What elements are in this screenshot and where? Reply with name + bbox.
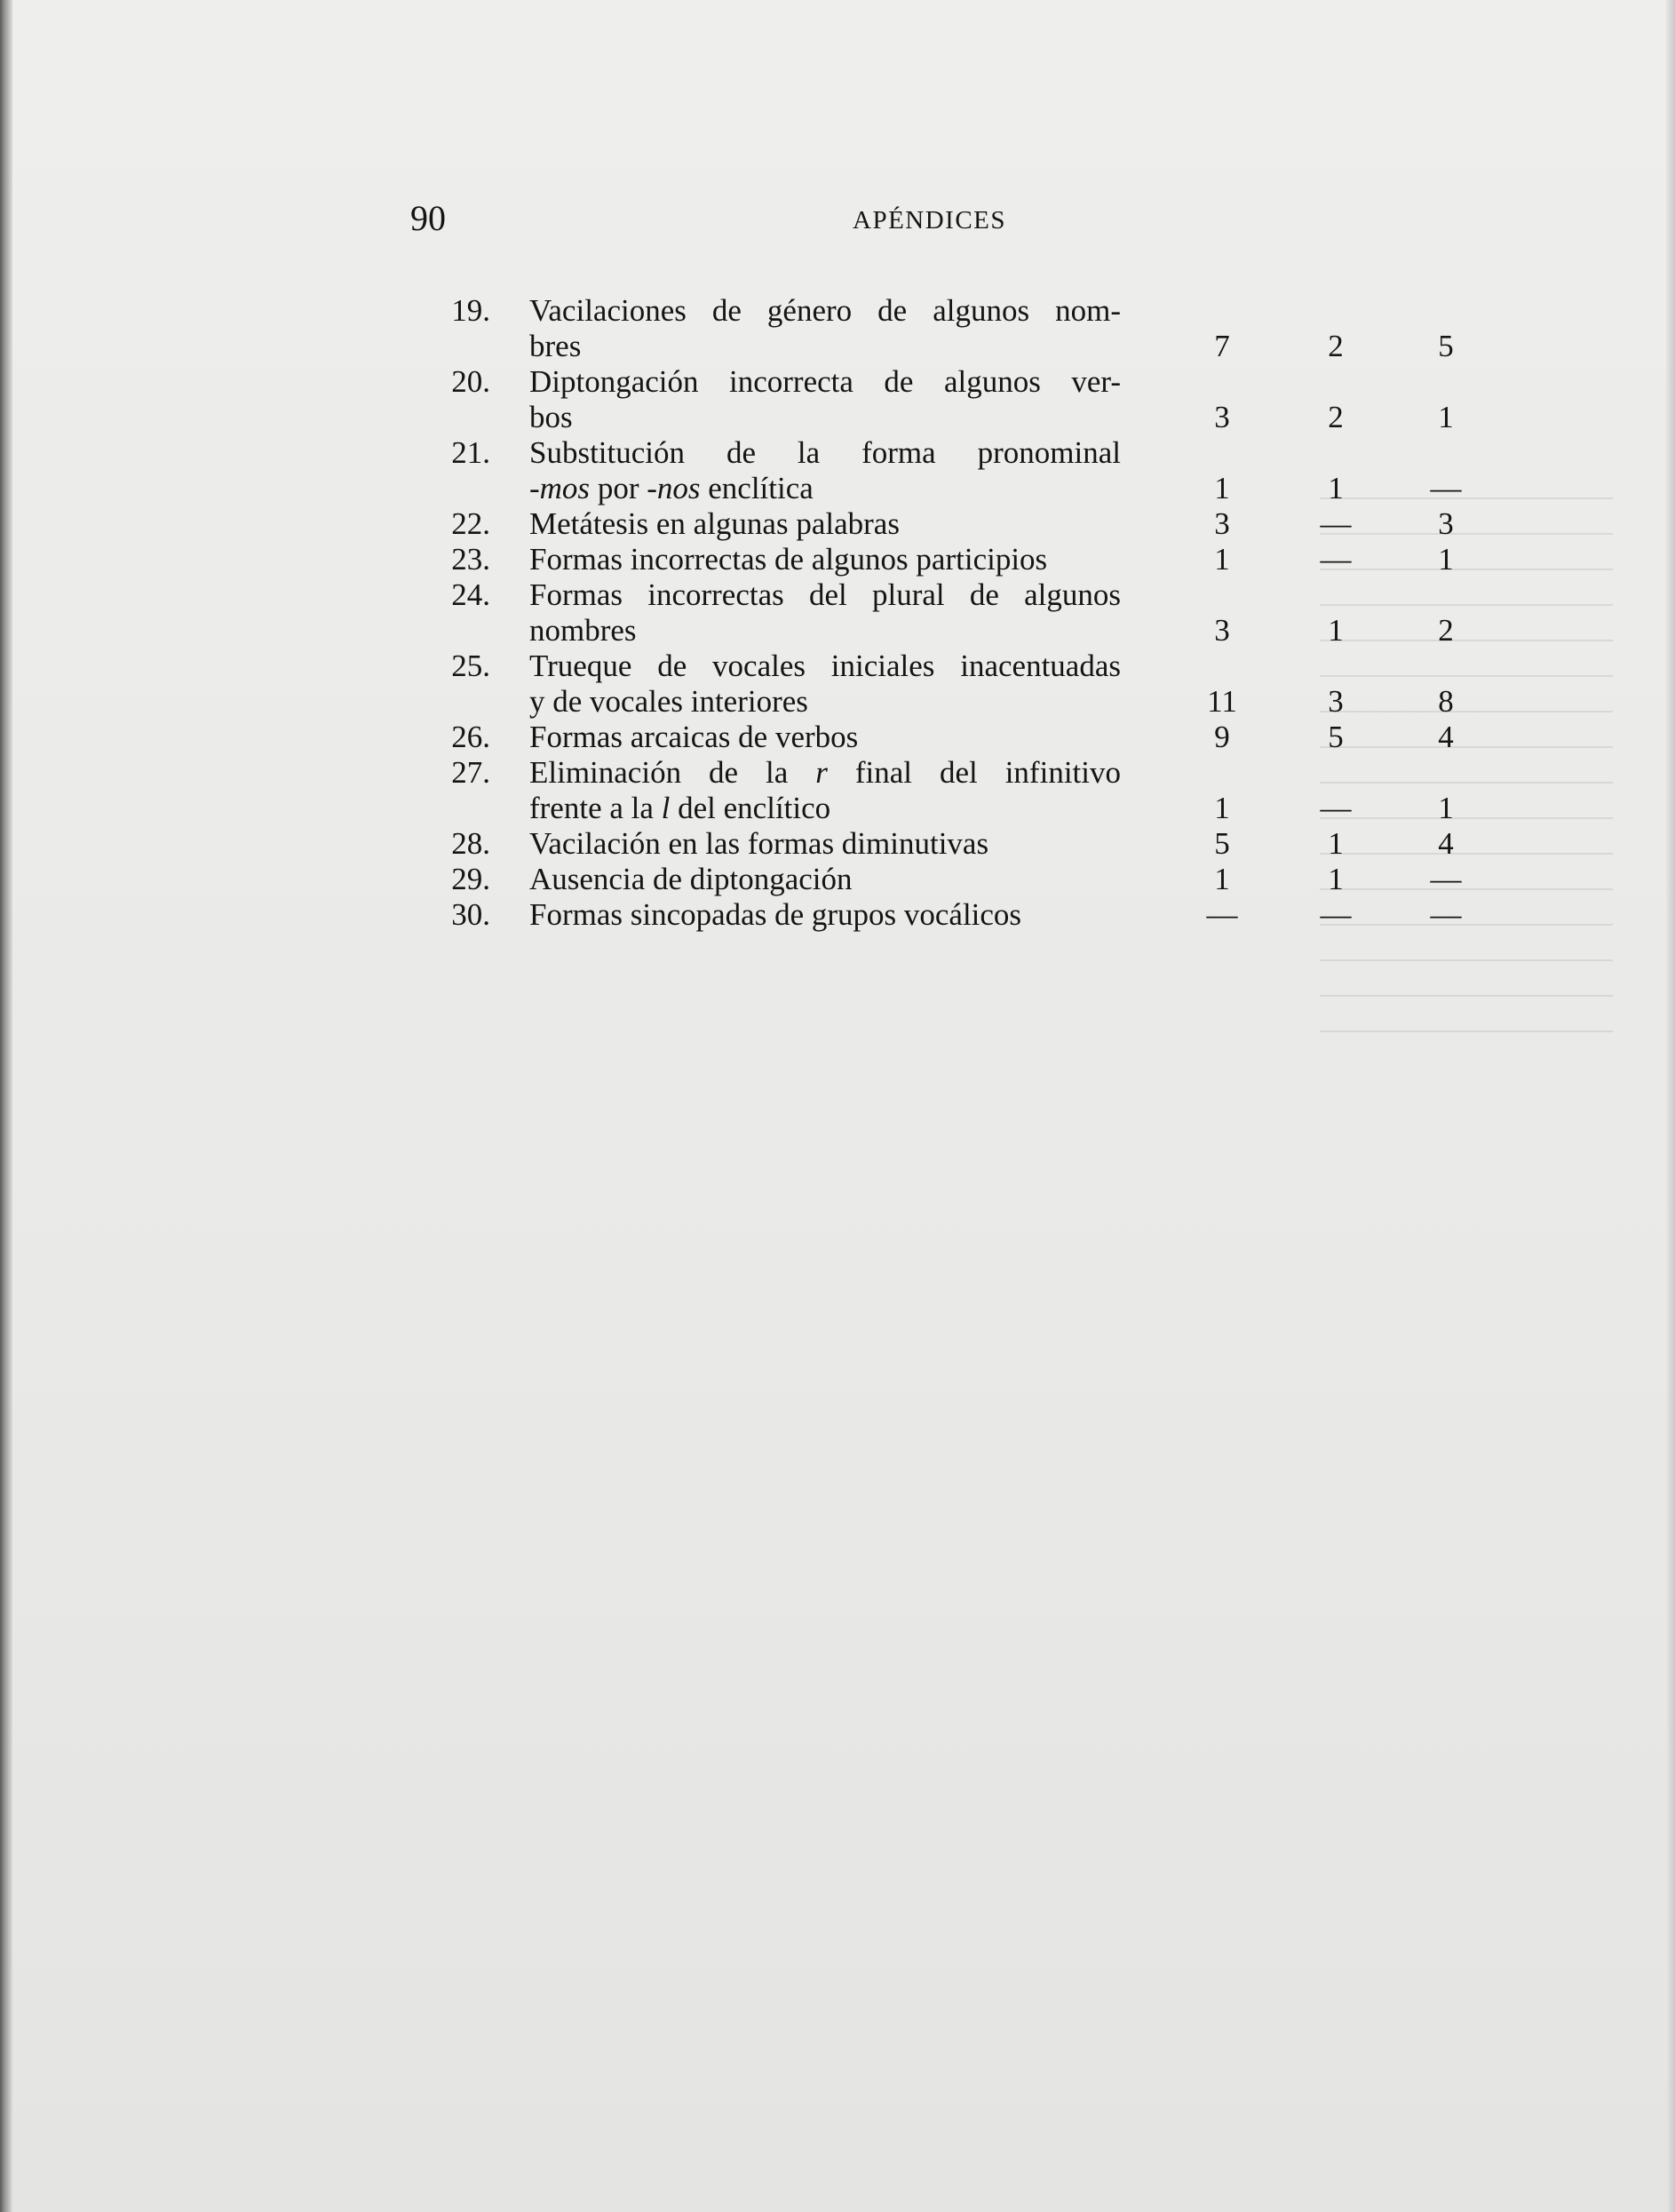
letter-l: l (661, 791, 671, 825)
count-col-1: 9 (1214, 720, 1230, 754)
entry-text-line: Vacilación en las formas diminutivas (529, 826, 989, 861)
entry-text-line (529, 755, 1121, 791)
entry-number: 19. (451, 293, 490, 328)
entry-text-line: Formas incorrectas del plural de algunos (529, 577, 1121, 612)
count-col-3: 4 (1438, 720, 1454, 754)
count-col-3: 1 (1438, 400, 1454, 434)
count-col-1: 1 (1214, 471, 1230, 505)
entry-number: 24. (451, 577, 490, 612)
entry-text-line: Metátesis en algunas palabras (529, 506, 900, 541)
text-segment: final del infinitivo (854, 755, 1121, 790)
suffix-mos: -mos (529, 471, 591, 505)
letter-r: r (815, 755, 828, 790)
count-col-1: 7 (1214, 329, 1230, 363)
word-por: por (597, 471, 639, 505)
entry-number: 28. (451, 826, 490, 861)
entry-text-line: Formas incorrectas de algunos participios (529, 542, 1048, 577)
entry-number: 23. (451, 542, 490, 577)
entry-text-line: Diptongación incorrecta de algunos ver- (529, 364, 1121, 399)
count-col-2: 5 (1328, 720, 1344, 754)
count-col-2: 1 (1328, 826, 1344, 861)
entry-text-line: Vacilaciones de género de algunos nom- (529, 293, 1121, 328)
entry-text-line: y de vocales interiores (529, 684, 808, 719)
count-col-3: — (1430, 471, 1462, 505)
count-col-3: — (1430, 862, 1462, 896)
count-col-3: 5 (1438, 329, 1454, 363)
count-col-3: — (1430, 897, 1462, 932)
entry-text-line: nombres (529, 613, 637, 648)
entry-number: 21. (451, 435, 490, 470)
count-col-2: 2 (1328, 400, 1344, 434)
count-col-2: 1 (1328, 862, 1344, 896)
entry-text-line: bos (529, 400, 573, 434)
text-segment: frente a la (529, 791, 654, 825)
entry-text-line: Trueque de vocales iniciales inacentuadas (529, 648, 1121, 683)
count-col-2: — (1320, 542, 1352, 577)
suffix-nos: -nos (647, 471, 701, 505)
count-col-1: 3 (1214, 400, 1230, 434)
count-col-1: 1 (1214, 791, 1230, 825)
entry-text-line: Formas sincopadas de grupos vocálicos (529, 897, 1022, 932)
count-col-1: 5 (1214, 826, 1230, 861)
count-col-2: 1 (1328, 613, 1344, 648)
count-col-1: 1 (1214, 542, 1230, 577)
count-col-1: 3 (1214, 613, 1230, 648)
count-col-3: 3 (1438, 506, 1454, 541)
entry-number: 29. (451, 862, 490, 896)
count-col-2: — (1320, 791, 1352, 825)
count-col-1: 1 (1214, 862, 1230, 896)
entry-number: 25. (451, 648, 490, 683)
page-number: 90 (410, 198, 446, 238)
entry-number: 30. (451, 897, 490, 932)
text-segment: Eliminación de la (529, 755, 789, 790)
count-col-1: 11 (1207, 684, 1237, 719)
count-col-2: 3 (1328, 684, 1344, 719)
entry-text-line: Substitución de la forma pronominal (529, 435, 1121, 470)
count-col-2: 2 (1328, 329, 1344, 363)
count-col-2: — (1320, 897, 1352, 932)
entry-text-line: Ausencia de diptongación (529, 862, 853, 896)
entry-number: 22. (451, 506, 490, 541)
entry-text-line (529, 471, 814, 506)
entry-text-line (529, 791, 830, 826)
count-col-1: — (1206, 897, 1238, 932)
text-segment: del enclítico (678, 791, 831, 825)
count-col-2: — (1320, 506, 1352, 541)
count-col-1: 3 (1214, 506, 1230, 541)
entry-text-line: bres (529, 329, 582, 363)
count-col-3: 2 (1438, 613, 1454, 648)
count-col-2: 1 (1328, 471, 1344, 505)
entry-text-line: Formas arcaicas de verbos (529, 720, 859, 754)
entry-number: 27. (451, 755, 490, 790)
entry-number: 20. (451, 364, 490, 399)
count-col-3: 4 (1438, 826, 1454, 861)
count-col-3: 1 (1438, 542, 1454, 577)
count-col-3: 8 (1438, 684, 1454, 719)
entry-number: 26. (451, 720, 490, 754)
running-head: APÉNDICES (853, 206, 1007, 235)
count-col-3: 1 (1438, 791, 1454, 825)
word-enclitica: enclítica (708, 471, 814, 505)
